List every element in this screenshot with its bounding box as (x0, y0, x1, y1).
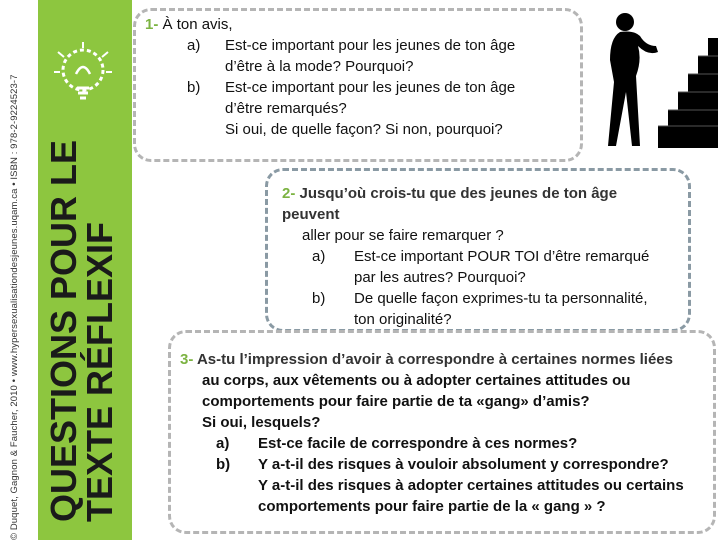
question-number: 2- (282, 185, 296, 202)
list-item: b) Y a-t-il des risques à vouloir absolument y correspondre? Y a-t-il des risques à adopter certaines attitudes ou certains comportements pour faire partie de la « gang » ? (216, 456, 684, 515)
copyright-text: © Duquet, Gagnon & Faucher, 2010 • www.hypersexualisationdesjeunes.uqam.ca • ISBN : 978-2-9224523-7 (9, 74, 20, 540)
question-stem: Jusqu’où crois-tu que des jeunes de ton âge (299, 185, 618, 202)
title-area (40, 0, 132, 540)
question-2: 2- Jusqu’où crois-tu que des jeunes de ton âge peuvent aller pour se faire remarquer ? a) Est-ce important POUR TOI d’être remarqué par les autres? Pourquoi? b) De quelle façon exprimes-tu ta personnalité, ton originalité? (282, 183, 682, 330)
question-stem: À ton avis, (162, 16, 233, 33)
question-stem: As-tu l’impression d’avoir à correspondre à certaines normes liées (196, 351, 673, 368)
sidebar (0, 0, 132, 540)
question-3: 3- As-tu l’impression d’avoir à correspondre à certaines normes liées au corps, aux vêtements ou à adopter certaines attitudes ou comportements pour faire partie de ta «gang» d’amis? Si oui, lesquels? a) Est-ce facile de correspondre à ces normes? b) Y a-t-il des risques à vouloir absolument y correspondre? Y a-t-il des risques à adopter certaines attitudes ou certains comportements pour faire partie de la « gang » ? (180, 349, 700, 517)
list-item: a) Est-ce important pour les jeunes de ton âge d’être à la mode? Pourquoi? (187, 37, 516, 75)
question-1 (145, 14, 575, 140)
reading-person-icon (590, 6, 718, 148)
page-title: QUESTIONS POUR LE TEXTE RÉFLEXIF (43, 139, 120, 522)
list-item: b) De quelle façon exprimes-tu ta personnalité, ton originalité? (312, 290, 648, 328)
question-number: 3- (180, 351, 194, 368)
list-item: a) Est-ce facile de correspondre à ces normes? (216, 435, 578, 452)
list-item: b) Est-ce important pour les jeunes de ton âge d’être remarqués? Si oui, de quelle façon? Si non, pourquoi? (187, 79, 516, 138)
question-number: 1- (145, 16, 159, 33)
list-item: a) Est-ce important POUR TOI d’être remarqué par les autres? Pourquoi? (312, 248, 650, 286)
